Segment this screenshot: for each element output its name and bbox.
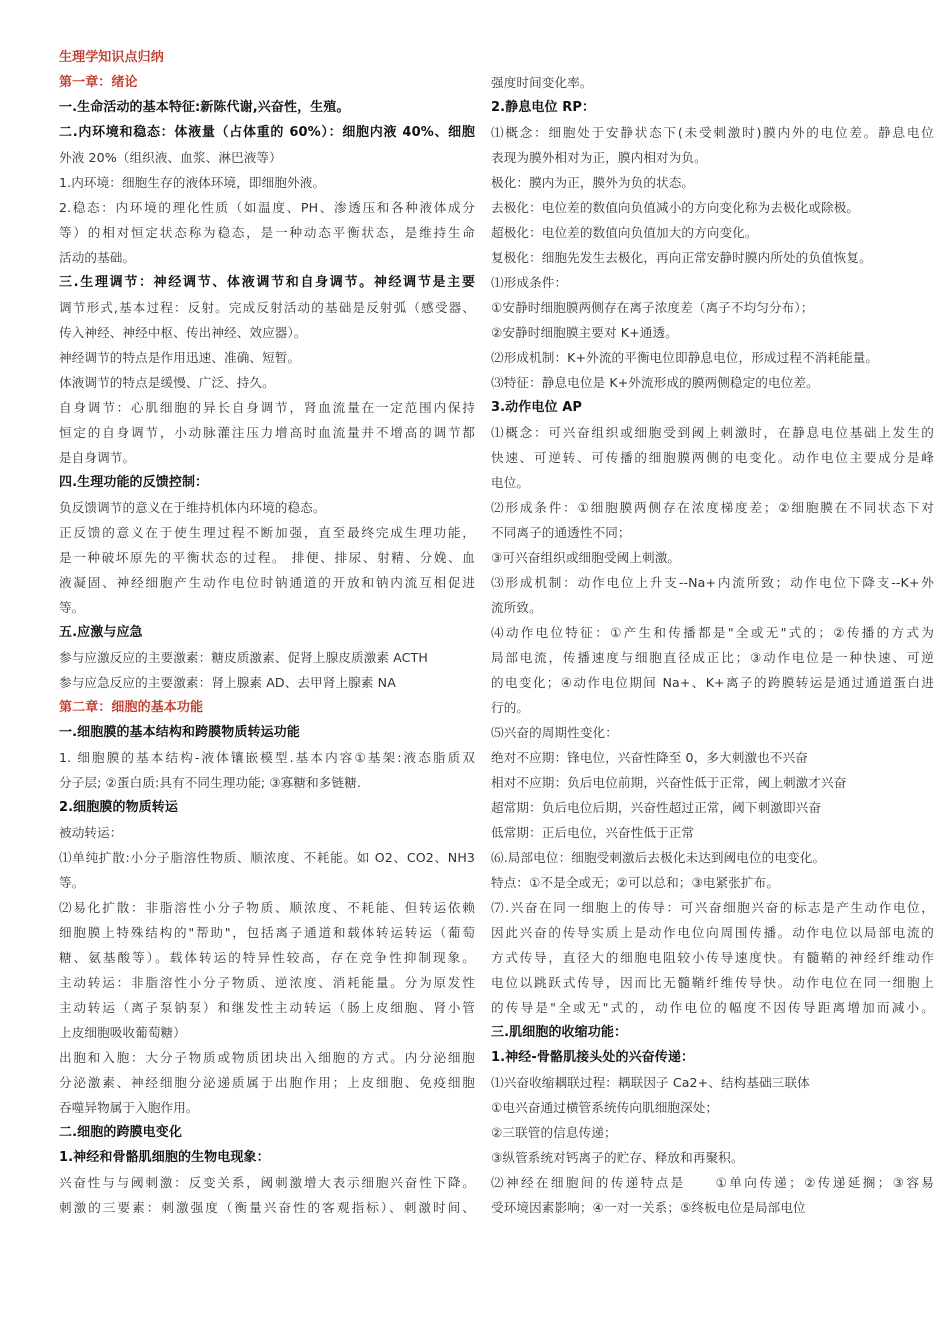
- text-line: 主动转运（离子泵钠泵）和继发性主动转运（肠上皮细胞、肾小管: [59, 1000, 475, 1015]
- text-line: ⑵易化扩散：非脂溶性小分子物质、顺浓度、不耗能、但转运依赖: [59, 900, 475, 915]
- text-line: 外液 20%（组织液、血浆、淋巴液等）: [59, 150, 282, 165]
- subheading-line: 五.应激与应急: [59, 625, 143, 640]
- text-line: 分泌激素、神经细胞分泌递质属于出胞作用；上皮细胞、免疫细胞: [59, 1075, 475, 1090]
- text-line: ②安静时细胞膜主要对 K+通透。: [491, 325, 678, 340]
- text-line: 恒定的自身调节，小动脉灌注压力增高时血流量并不增高的调节都: [59, 425, 475, 440]
- text-line: 受环境因素影响；④一对一关系；⑤终板电位是局部电位: [491, 1200, 806, 1215]
- section-heading: 第二章：细胞的基本功能: [59, 700, 204, 715]
- text-line: 体液调节的特点是缓慢、广泛、持久。: [59, 375, 275, 390]
- text-line: 超极化：电位差的数值向负值加大的方向变化。: [491, 225, 758, 240]
- text-line: 1. 细胞膜的基本结构-液体镶嵌模型.基本内容①基架:液态脂质双: [59, 750, 475, 765]
- section-heading: 第一章：绪论: [59, 75, 138, 90]
- text-line: 参与应急反应的主要激素：肾上腺素 AD、去甲肾上腺素 NA: [59, 675, 396, 690]
- text-line: 方式传导，直径大的细胞电阻较小传导速度快。有髓鞘的神经纤维动作: [491, 950, 934, 965]
- text-line: 行的。: [491, 700, 530, 715]
- text-line: ②三联管的信息传递；: [491, 1125, 617, 1140]
- text-line: 复极化：细胞先发生去极化，再向正常安静时膜内所处的负值恢复。: [491, 250, 872, 265]
- text-line: ⑶形成机制：动作电位上升支--Na+内流所致；动作电位下降支--K+外: [491, 575, 934, 590]
- text-line: ①电兴奋通过横管系统传向肌细胞深处；: [491, 1100, 719, 1115]
- text-line: 正反馈的意义在于使生理过程不断加强，直至最终完成生理功能，: [59, 525, 475, 540]
- subheading-line: 1.神经-骨骼肌接头处的兴奋传递：: [491, 1050, 695, 1065]
- text-line: 电位。: [491, 475, 530, 490]
- text-line: 是一种破坏原先的平衡状态的过程。 排便、排尿、射精、分娩、血: [59, 550, 475, 565]
- text-line: ⑶特征：静息电位是 K+外流形成的膜两侧稳定的电位差。: [491, 375, 819, 390]
- section-heading: 生理学知识点归纳: [59, 50, 164, 65]
- text-line: 被动转运：: [59, 825, 123, 840]
- text-line: 上皮细胞吸收葡萄糖）: [59, 1025, 186, 1040]
- text-line: 兴奋性与与阈刺激：反变关系，阈刺激增大表示细胞兴奋性下降。: [59, 1175, 475, 1190]
- text-line: 出胞和入胞：大分子物质或物质团块出入细胞的方式。内分泌细胞: [59, 1050, 475, 1065]
- text-line: ⑷动作电位特征：①产生和传播都是"全或无"式的；②传播的方式为: [491, 625, 934, 640]
- subheading-line: 2.细胞膜的物质转运: [59, 800, 178, 815]
- text-line: 等。: [59, 600, 85, 615]
- text-line: 调节形式,基本过程：反射。完成反射活动的基础是反射弧（感受器、: [59, 300, 475, 315]
- text-line: 的电变化；④动作电位期间 Na+、K+离子的跨膜转运是通过通道蛋白进: [491, 675, 934, 690]
- text-line: 是自身调节。: [59, 450, 136, 465]
- text-line: ③可兴奋组织或细胞受阈上刺激。: [491, 550, 681, 565]
- text-line: 吞噬异物属于入胞作用。: [59, 1100, 199, 1115]
- text-line: 细胞膜上特殊结构的"帮助"，包括离子通道和载体转运转运（葡萄: [59, 925, 475, 940]
- subheading-line: 一.生命活动的基本特征:新陈代谢,兴奋性，生殖。: [59, 100, 350, 115]
- subheading-line: 2.静息电位 RP：: [491, 100, 596, 115]
- text-line: 分子层; ②蛋白质:具有不同生理功能; ③寡糖和多链糖.: [59, 775, 361, 790]
- text-line: 主动转运：非脂溶性小分子物质、逆浓度、消耗能量。分为原发性: [59, 975, 475, 990]
- text-line: 负反馈调节的意义在于维持机体内环境的稳态。: [59, 500, 326, 515]
- subheading-line: 一.细胞膜的基本结构和跨膜物质转运功能: [59, 725, 300, 740]
- text-line: ①安静时细胞膜两侧存在离子浓度差（离子不均匀分布）；: [491, 300, 814, 315]
- text-line: 液凝固、神经细胞产生动作电位时钠通道的开放和钠内流互相促进: [59, 575, 475, 590]
- text-line: ⑵形成条件：①细胞膜两侧存在浓度梯度差；②细胞膜在不同状态下对: [491, 500, 934, 515]
- text-line: ⑺.兴奋在同一细胞上的传导：可兴奋细胞兴奋的标志是产生动作电位，: [491, 900, 934, 915]
- text-line: ⑴单纯扩散:小分子脂溶性物质、顺浓度、不耗能。如 O2、CO2、NH3: [59, 850, 475, 865]
- text-line: ⑵形成机制：K+外流的平衡电位即静息电位，形成过程不消耗能量。: [491, 350, 879, 365]
- text-line: 超常期：负后电位后期，兴奋性超过正常，阈下刺激即兴奋: [491, 800, 822, 815]
- text-line: 特点：①不是全或无；②可以总和；③电紧张扩布。: [491, 875, 780, 890]
- text-line: 不同离子的通透性不同；: [491, 525, 631, 540]
- text-line: ⑴兴奋收缩耦联过程：耦联因子 Ca2+、结构基础三联体: [491, 1075, 810, 1090]
- subheading-line: 1.神经和骨骼肌细胞的生物电现象：: [59, 1150, 270, 1165]
- subheading-line: 三.生理调节：神经调节、体液调节和自身调节。神经调节是主要: [59, 275, 475, 290]
- text-line: 快速、可逆转、可传播的细胞膜两侧的电变化。动作电位主要成分是峰: [491, 450, 934, 465]
- subheading-line: 二.内环境和稳态：体液量（占体重的 60%）：细胞内液 40%、细胞: [59, 125, 475, 140]
- text-line: 表现为膜外相对为正，膜内相对为负。: [491, 150, 707, 165]
- text-line: 1.内环境：细胞生存的液体环境，即细胞外液。: [59, 175, 326, 190]
- text-line: 等。: [59, 875, 85, 890]
- subheading-line: 四.生理功能的反馈控制：: [59, 475, 209, 490]
- text-line: 刺激的三要素：刺激强度（衡量兴奋性的客观指标）、刺激时间、: [59, 1200, 475, 1215]
- text-line: 强度时间变化率。: [491, 75, 593, 90]
- text-line: 因此兴奋的传导实质上是动作电位向周围传播。动作电位以局部电流的: [491, 925, 934, 940]
- text-line: 极化：膜内为正，膜外为负的状态。: [491, 175, 695, 190]
- text-line: ③纵管系统对钙离子的贮存、释放和再聚积。: [491, 1150, 744, 1165]
- text-line: 自身调节：心肌细胞的异长自身调节，肾血流量在一定范围内保持: [59, 400, 475, 415]
- text-line: 去极化：电位差的数值向负值减小的方向变化称为去极化或除极。: [491, 200, 860, 215]
- text-line: ⑹.局部电位：细胞受刺激后去极化未达到阈电位的电变化。: [491, 850, 826, 865]
- text-line: 电位以跳跃式传导，因而比无髓鞘纤维传导快。动作电位在同一细胞上: [491, 975, 934, 990]
- text-line: 糖、氨基酸等）。载体转运的特异性较高，存在竞争性抑制现象。: [59, 950, 475, 965]
- text-line: ⑴概念：细胞处于安静状态下(未受刺激时)膜内外的电位差。静息电位: [491, 125, 934, 140]
- text-line: 等）的相对恒定状态称为稳态，是一种动态平衡状态，是维持生命: [59, 225, 475, 240]
- subheading-line: 3.动作电位 AP: [491, 400, 582, 415]
- text-line: 神经调节的特点是作用迅速、准确、短暂。: [59, 350, 301, 365]
- text-line: ⑴概念：可兴奋组织或细胞受到阈上刺激时，在静息电位基础上发生的: [491, 425, 934, 440]
- subheading-line: 三.肌细胞的收缩功能：: [491, 1025, 628, 1040]
- text-line: 2.稳态：内环境的理化性质（如温度、PH、渗透压和各种液体成分: [59, 200, 475, 215]
- subheading-line: 二.细胞的跨膜电变化: [59, 1125, 182, 1140]
- text-line: 低常期：正后电位，兴奋性低于正常: [491, 825, 695, 840]
- text-line: 的传导是"全或无"式的，动作电位的幅度不因传导距离增加而减小。: [491, 1000, 934, 1015]
- text-line: ⑵神经在细胞间的传递特点是 ①单向传递；②传递延搁；③容易: [491, 1175, 934, 1190]
- text-line: ⑸兴奋的周期性变化：: [491, 725, 618, 740]
- text-line: 绝对不应期：锋电位，兴奋性降至 0，多大刺激也不兴奋: [491, 750, 808, 765]
- text-line: 参与应激反应的主要激素：糖皮质激素、促肾上腺皮质激素 ACTH: [59, 650, 428, 665]
- text-line: 流所致。: [491, 600, 542, 615]
- text-line: 相对不应期：负后电位前期，兴奋性低于正常，阈上刺激才兴奋: [491, 775, 847, 790]
- text-line: ⑴形成条件：: [491, 275, 568, 290]
- text-line: 活动的基础。: [59, 250, 136, 265]
- text-line: 传入神经、神经中枢、传出神经、效应器）。: [59, 325, 307, 340]
- text-line: 局部电流，传播速度与细胞直径成正比；③动作电位是一种快速、可逆: [491, 650, 934, 665]
